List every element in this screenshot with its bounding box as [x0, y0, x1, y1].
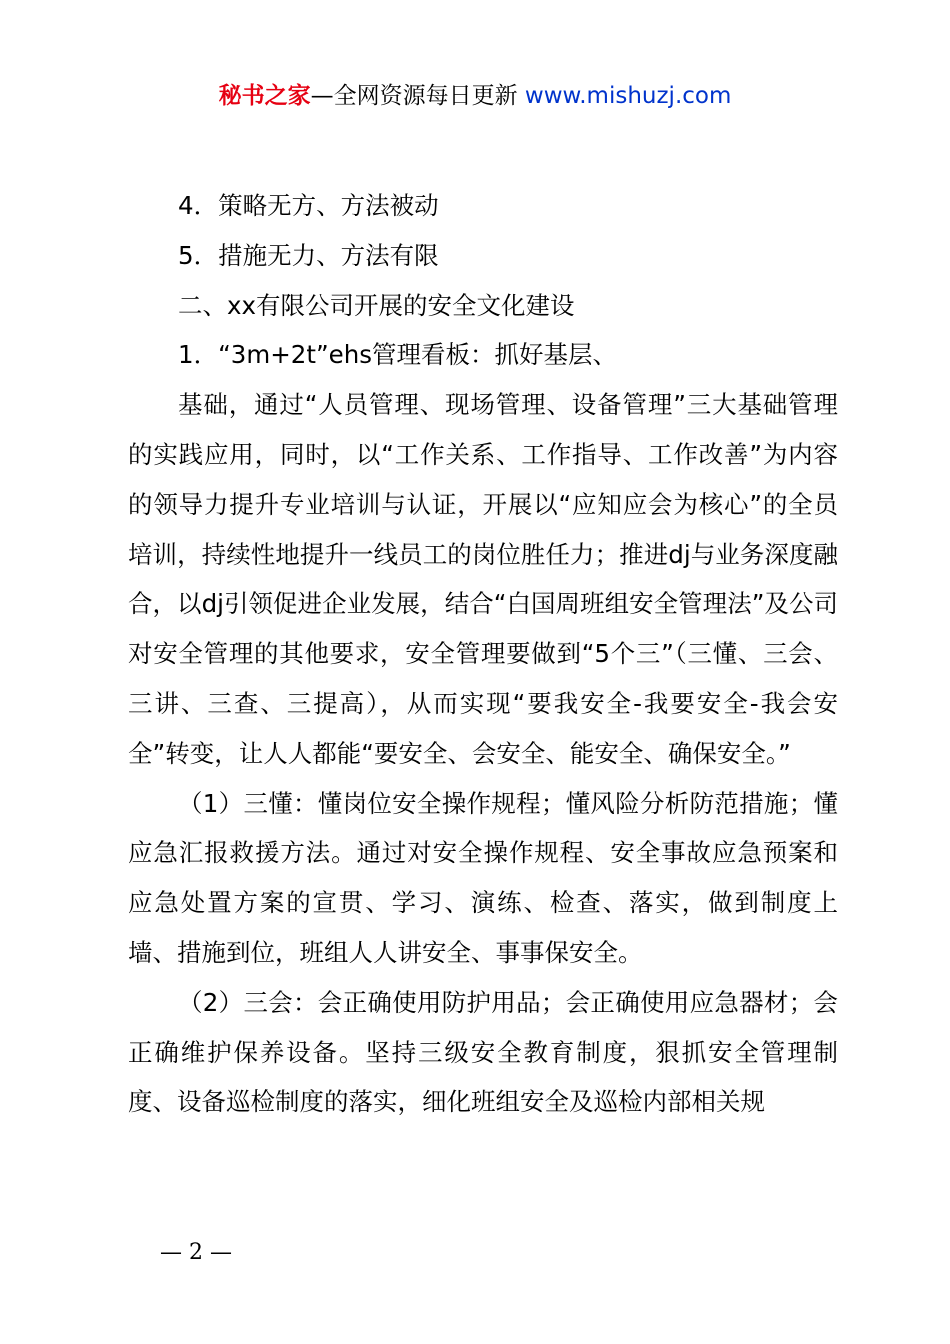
body-paragraph-three-understand: （1）三懂：懂岗位安全操作规程；懂风险分析防范措施；懂应急汇报救援方法。通过对安全操作规程、安全事故应急预案和应急处置方案的宣贯、学习、演练、检查、落实，做到制度上墙、措施到位，班组人人讲安全、事事保安全。 — [128, 788, 838, 967]
body-paragraph-three-can: （2）三会：会正确使用防护用品；会正确使用应急器材；会正确维护保养设备。坚持三级安全教育制度，狠抓安全管理制度、设备巡检制度的落实，细化班组安全及巡检内部相关规 — [128, 987, 838, 1117]
section-heading: 二、xx有限公司开展的安全文化建设 — [178, 290, 575, 320]
site-brand: 秘书之家 — [218, 83, 311, 109]
site-slogan: —全网资源每日更新 — [310, 83, 518, 109]
subsection-heading: 1．“3m+2t”ehs管理看板：抓好基层、 — [178, 340, 618, 370]
document-body — [128, 181, 838, 1127]
page-number: — 2 — — [160, 1240, 232, 1265]
list-item-strategy: 4．策略无方、方法被动 — [178, 191, 439, 220]
body-paragraph: 基础，通过“人员管理、现场管理、设备管理”三大基础管理的实践应用，同时，以“工作关系、工作指导、工作改善”为内容的领导力提升专业培训与认证，开展以“应知应会为核心”的全员培训，持续性地提升一线员工的岗位胜任力；推进dj与业务深度融合，以dj引领促进企业发展，结合“白国周班组安全管理法”及公司对安全管理的其他要求，安全管理要做到“5个三”（三懂、三会、三讲、三查、三提高），从而实现“要我安全-我要安全-我会安全”转变，让人人都能“要安全、会安全、能安全、确保安全。” — [128, 390, 838, 768]
site-header — [0, 78, 950, 114]
site-url-link[interactable]: www.mishuzj.com — [524, 83, 732, 109]
list-item-measures: 5．措施无力、方法有限 — [178, 240, 439, 270]
